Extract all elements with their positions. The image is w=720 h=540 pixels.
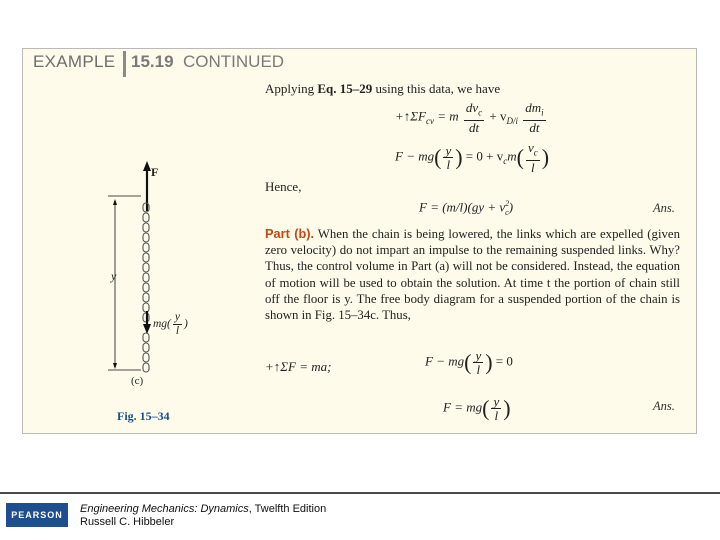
equation-1: $+↑\Sigma F_{cv} = m$ $\frac{dv_c}{dt}$ + $v_{D/i}$ $\frac{dm_i}{dt}$ xyxy=(395,100,544,135)
equation-3: $F = (m/l)(gy + v^2_c)$ xyxy=(419,199,514,217)
hence-text: Hence, xyxy=(265,179,302,194)
weight-label: mg( $\frac{y}{l}$ ) xyxy=(153,311,188,337)
footer-rule xyxy=(0,492,720,494)
example-label: EXAMPLE xyxy=(33,52,116,71)
intro-text: Applying Eq. 15–29 using this data, we have xyxy=(265,81,501,96)
example-panel xyxy=(22,48,697,434)
y-dimension-label: y xyxy=(111,269,117,283)
part-b-paragraph: Part (b). When the chain is being lowered, the links which are expelled (given zero velocity) do not impart an impulse to the remaining suspended links. Why? Thus, the control volume in Part (a) will not be considered. Instead, the equation of motion will be used to obtain the solution. At time t the portion of chain still off the floor is y. The free body diagram for a suspended portion of the chain is shown in Fig. 15–34c. Thus, xyxy=(265,226,680,323)
chain-links xyxy=(143,203,149,372)
author-name: Russell C. Hibbeler xyxy=(80,516,175,528)
equation-5: F = mg( $\frac{y}{l}$ ) xyxy=(443,394,511,423)
figure-sublabel: (c) xyxy=(131,375,144,387)
equation-4: F − mg( $\frac{y}{l}$ ) = 0 xyxy=(425,348,513,377)
column-divider xyxy=(255,77,256,433)
pearson-logo: PEARSON xyxy=(6,503,68,527)
figure-caption: Fig. 15–34 xyxy=(117,409,170,423)
answer-marker-2: Ans. xyxy=(653,399,675,413)
example-number: 15.19 xyxy=(131,52,174,71)
continued-label: CONTINUED xyxy=(183,52,285,71)
answer-marker-1: Ans. xyxy=(653,201,675,215)
equation-4-label: +↑ΣF = ma; xyxy=(265,359,332,374)
equation-2: F − mg( $\frac{y}{l}$ ) = $0 + v_cm$( $\frac{v_c}{l}$ ) xyxy=(395,140,550,175)
book-title: Engineering Mechanics: Dynamics, Twelfth Edition xyxy=(80,503,327,515)
force-label: F xyxy=(151,165,159,179)
